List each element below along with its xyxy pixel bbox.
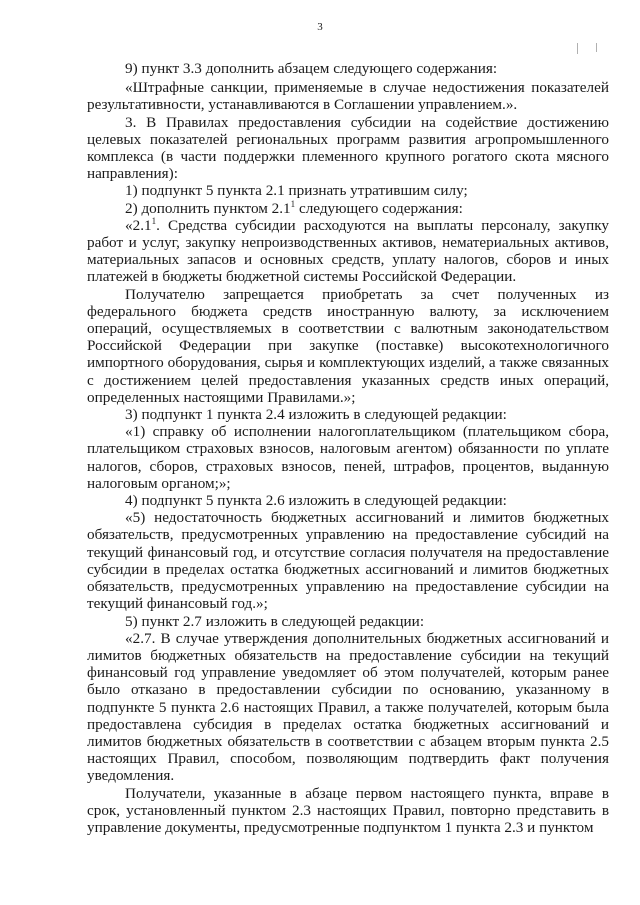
paragraph-text: 2) дополнить пунктом 2.1	[125, 199, 291, 217]
paragraph: Получатели, указанные в абзаце первом настоящего пункта, вправе в срок, установленный пунктом 2.3 настоящих Правил, повторно представить в управление документы, предусмотренные подпунктом 1 пункта 2.3 и пунктом	[87, 784, 609, 836]
paragraph: «2.7. В случае утверждения дополнительных бюджетных ассигнований и лимитов бюджетных обязательств на предоставление субсидии на текущий финансовый год управление уведомляет об этом получателей, которым ранее было отказано в предоставлении субсидии по основанию, указанному в подпункте 5 пункта 2.6 настоящих Правил, а также получателей, которым была предоставлена субсидия в пределах остатка бюджетных ассигнований и лимитов бюджетных обязательств в соответствии с абзацем вторым пункта 2.5 настоящих Правил, способом, позволяющим подтвердить факт получения уведомления.	[87, 629, 609, 785]
paragraph: 9) пункт 3.3 дополнить абзацем следующего содержания:	[125, 60, 498, 77]
paragraph: 3) подпункт 1 пункта 2.4 изложить в следующей редакции:	[125, 406, 507, 424]
paragraph: 5) пункт 2.7 изложить в следующей редакции:	[125, 612, 425, 630]
scan-speck	[596, 43, 597, 52]
paragraph: «1) справку об исполнении налогоплательщиком (плательщиком сбора, плательщиком страховых взносов, налоговым агентом) обязанности по уплате налогов, сборов, страховых взносов, пеней, штрафов, процентов, выданную налоговым органом;»;	[87, 423, 609, 492]
paragraph-text: следующего содержания:	[295, 199, 463, 217]
paragraph-text: «2.1	[125, 216, 152, 234]
paragraph: 3. В Правилах предоставления субсидии на содействие достижению целевых показателей региональных программ развития агропромышленного комплекса (в части поддержки племенного крупного рогатого скота мясного направления):	[87, 113, 609, 183]
paragraph-text: . Средства субсидии расходуются на выплаты персоналу, закупку работ и услуг, закупку непроизводственных активов, нематериальных активов, материальных запасов и основных средств, уплату налогов, сборов и иных платежей в бюджеты бюджетной системы Российской Федерации.	[87, 216, 609, 286]
superscript: 1	[290, 198, 296, 209]
paragraph: «Штрафные санкции, применяемые в случае недостижения показателей результативности, устанавливаются в Соглашении управлением.».	[87, 79, 609, 114]
paragraph: 1) подпункт 5 пункта 2.1 признать утратившим силу;	[125, 182, 468, 200]
paragraph	[87, 200, 609, 217]
paragraph	[87, 217, 609, 286]
paragraph: Получателю запрещается приобретать за счет полученных из федерального бюджета средств иностранную валюту, за исключением операций, осуществляемых в соответствии с валютным законодательством Российской Федерации при закупке (поставке) высокотехнологичного импортного оборудования, сырья и комплектующих изделий, а также связанных с достижением целей предоставления указанных средств иных операций, определенных настоящими Правилами.»;	[87, 285, 609, 406]
page-number: 3	[317, 21, 323, 33]
document-body	[87, 60, 609, 836]
scan-speck	[577, 43, 578, 54]
paragraph: 4) подпункт 5 пункта 2.6 изложить в следующей редакции:	[125, 492, 507, 510]
superscript: 1	[151, 215, 157, 226]
paragraph: «5) недостаточность бюджетных ассигнований и лимитов бюджетных обязательств, предусмотренных управлению на предоставление субсидий на текущий финансовый год, и отсутствие согласия получателя на предоставление субсидии в пределах остатка бюджетных ассигнований и лимитов бюджетных обязательств, предусмотренных управлению на предоставление субсидии на текущий финансовый год.»;	[87, 509, 609, 613]
